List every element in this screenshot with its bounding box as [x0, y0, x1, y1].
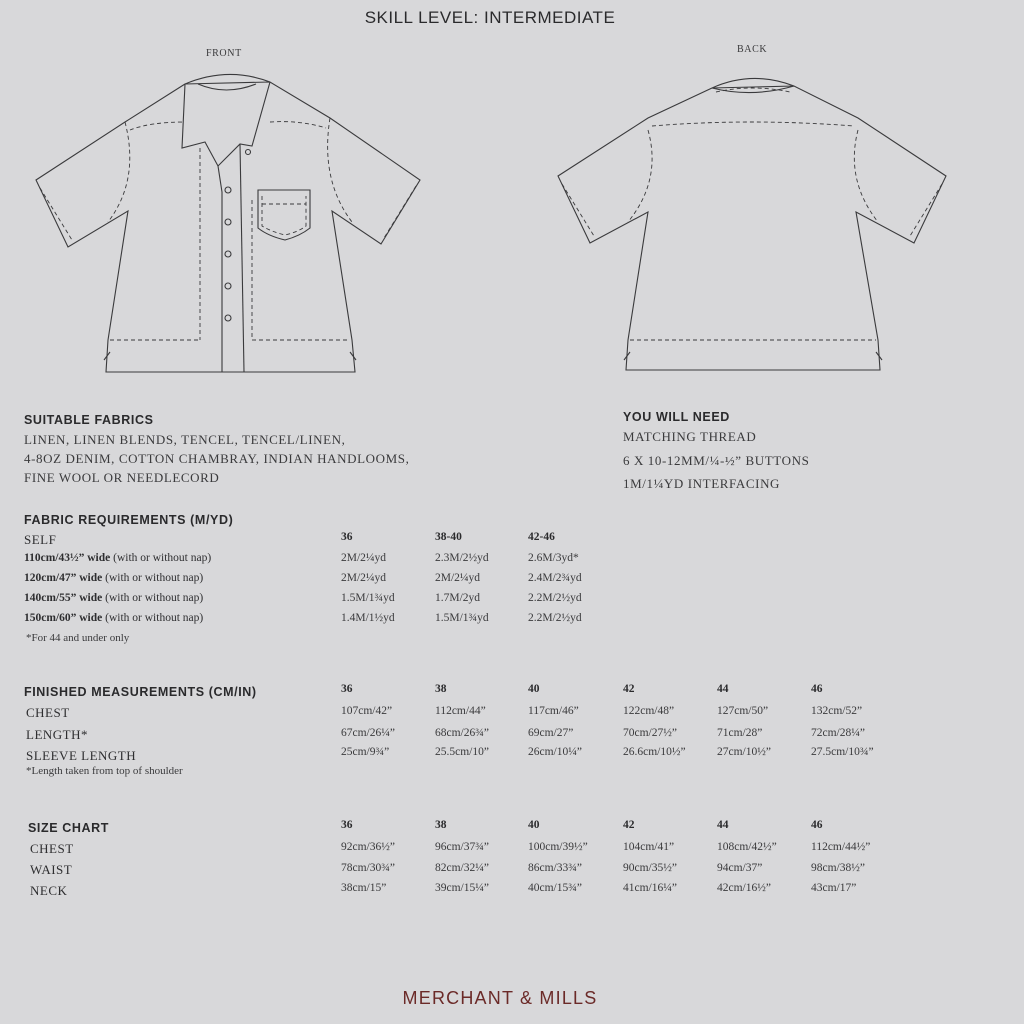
- fabric-amount: 2.6M/3yd*: [528, 552, 579, 564]
- size-chart-value: 96cm/37¾”: [435, 841, 489, 853]
- size-chart-value: 38cm/15”: [341, 882, 387, 894]
- brand-name: MERCHANT & MILLS: [402, 988, 598, 1008]
- fabric-width-row: [24, 592, 203, 604]
- size-chart-heading: SIZE CHART: [28, 821, 109, 835]
- size-column-header: 38-40: [435, 531, 462, 543]
- nap-note: (with or without nap): [105, 612, 204, 624]
- size-chart-value: 98cm/38½”: [811, 862, 865, 874]
- fabric-width-row: [24, 612, 203, 624]
- size-chart-value: 78cm/30¾”: [341, 862, 395, 874]
- fabric-requirements-heading: FABRIC REQUIREMENTS (M/YD): [24, 513, 234, 527]
- fabric-width: 150cm/60” wide: [24, 612, 103, 624]
- size-chart-value: 90cm/35½”: [623, 862, 677, 874]
- measurement-value: 68cm/26¾”: [435, 727, 489, 739]
- size-column-header: 38: [435, 819, 447, 831]
- size-column-header: 36: [341, 819, 353, 831]
- size-chart-value: 39cm/15¼”: [435, 882, 489, 894]
- measurement-value: 26cm/10¼”: [528, 746, 582, 758]
- size-chart-value: 108cm/42½”: [717, 841, 777, 853]
- you-will-need-item: MATCHING THREAD: [623, 429, 757, 444]
- size-chart-value: 100cm/39½”: [528, 841, 588, 853]
- size-chart-label: CHEST: [30, 841, 74, 856]
- fabric-amount: 2.2M/2½yd: [528, 592, 582, 604]
- measurement-value: 117cm/46”: [528, 705, 579, 717]
- fabric-amount: 2.2M/2½yd: [528, 612, 582, 624]
- size-chart-value: 82cm/32¼”: [435, 862, 489, 874]
- back-view-label: BACK: [737, 44, 768, 55]
- size-column-header: 36: [341, 683, 353, 695]
- fabric-amount: 2.4M/2¾yd: [528, 572, 582, 584]
- you-will-need-heading: YOU WILL NEED: [623, 410, 730, 424]
- fabric-amount: 1.5M/1¾yd: [341, 592, 395, 604]
- size-column-header: 42: [623, 819, 635, 831]
- measurement-label: CHEST: [26, 705, 70, 720]
- size-chart-label: NECK: [30, 883, 68, 898]
- measurement-value: 132cm/52”: [811, 705, 863, 717]
- measurement-value: 69cm/27”: [528, 727, 574, 739]
- size-chart-value: 92cm/36½”: [341, 841, 395, 853]
- measurement-value: 27.5cm/10¾”: [811, 746, 874, 758]
- size-chart-value: 112cm/44½”: [811, 841, 871, 853]
- fabric-amount: 2M/2¼yd: [341, 552, 387, 564]
- skill-level-title: SKILL LEVEL: INTERMEDIATE: [364, 8, 616, 27]
- suitable-fabrics-line: FINE WOOL OR NEEDLECORD: [24, 470, 220, 485]
- nap-note: (with or without nap): [105, 572, 204, 584]
- nap-note: (with or without nap): [105, 592, 204, 604]
- fabric-amount: 2M/2¼yd: [435, 572, 481, 584]
- fabric-amount: 2M/2¼yd: [341, 572, 387, 584]
- size-chart-value: 86cm/33¾”: [528, 862, 582, 874]
- size-chart-value: 43cm/17”: [811, 882, 857, 894]
- you-will-need-item: 1M/1¼YD INTERFACING: [623, 476, 781, 491]
- fabric-width: 140cm/55” wide: [24, 592, 103, 604]
- size-chart-value: 104cm/41”: [623, 841, 675, 853]
- suitable-fabrics-heading: SUITABLE FABRICS: [24, 413, 154, 427]
- size-chart-value: 41cm/16¼”: [623, 882, 677, 894]
- size-chart-value: 40cm/15¾”: [528, 882, 582, 894]
- fabric-width-row: [24, 552, 211, 564]
- fabric-amount: 1.5M/1¾yd: [435, 612, 489, 624]
- suitable-fabrics-line: LINEN, LINEN BLENDS, TENCEL, TENCEL/LINEN,: [24, 432, 346, 447]
- measurement-value: 70cm/27½”: [623, 727, 677, 739]
- fabric-amount: 2.3M/2½yd: [435, 552, 489, 564]
- fabric-footnote: *For 44 and under only: [26, 632, 130, 644]
- measurement-value: 26.6cm/10½”: [623, 746, 686, 758]
- measurement-value: 67cm/26¼”: [341, 727, 395, 739]
- fabric-width-row: [24, 572, 203, 584]
- size-column-header: 40: [528, 819, 540, 831]
- size-column-header: 46: [811, 819, 823, 831]
- size-column-header: 42-46: [528, 531, 555, 543]
- measurement-value: 25cm/9¾”: [341, 746, 390, 758]
- suitable-fabrics-line: 4-8OZ DENIM, COTTON CHAMBRAY, INDIAN HANDLOOMS,: [24, 451, 410, 466]
- measurement-value: 112cm/44”: [435, 705, 486, 717]
- fabric-width: 120cm/47” wide: [24, 572, 103, 584]
- measurement-value: 27cm/10½”: [717, 746, 771, 758]
- finished-measurements-heading: FINISHED MEASUREMENTS (CM/IN): [24, 685, 257, 699]
- front-view-label: FRONT: [206, 48, 242, 59]
- measurement-value: 72cm/28¼”: [811, 727, 865, 739]
- size-column-header: 38: [435, 683, 447, 695]
- fabric-amount: 1.7M/2yd: [435, 592, 481, 604]
- measurement-value: 127cm/50”: [717, 705, 769, 717]
- measurement-label: SLEEVE LENGTH: [26, 748, 137, 763]
- measurement-value: 71cm/28”: [717, 727, 763, 739]
- size-chart-label: WAIST: [30, 862, 73, 877]
- size-column-header: 42: [623, 683, 635, 695]
- size-column-header: 44: [717, 683, 729, 695]
- size-column-header: 36: [341, 531, 353, 543]
- size-column-header: 46: [811, 683, 823, 695]
- measurement-label: LENGTH*: [26, 727, 88, 742]
- size-column-header: 44: [717, 819, 729, 831]
- length-footnote: *Length taken from top of shoulder: [26, 765, 183, 777]
- size-chart-value: 94cm/37”: [717, 862, 763, 874]
- size-column-header: 40: [528, 683, 540, 695]
- size-chart-value: 42cm/16½”: [717, 882, 771, 894]
- measurement-value: 122cm/48”: [623, 705, 675, 717]
- measurement-value: 25.5cm/10”: [435, 746, 489, 758]
- measurement-value: 107cm/42”: [341, 705, 393, 717]
- fabric-width: 110cm/43½” wide: [24, 552, 111, 564]
- you-will-need-item: 6 X 10-12MM/¼-½” BUTTONS: [623, 453, 810, 468]
- fabric-amount: 1.4M/1½yd: [341, 612, 395, 624]
- self-label: SELF: [24, 532, 57, 547]
- shirt-back-diagram: [0, 0, 1024, 400]
- nap-note: (with or without nap): [113, 552, 212, 564]
